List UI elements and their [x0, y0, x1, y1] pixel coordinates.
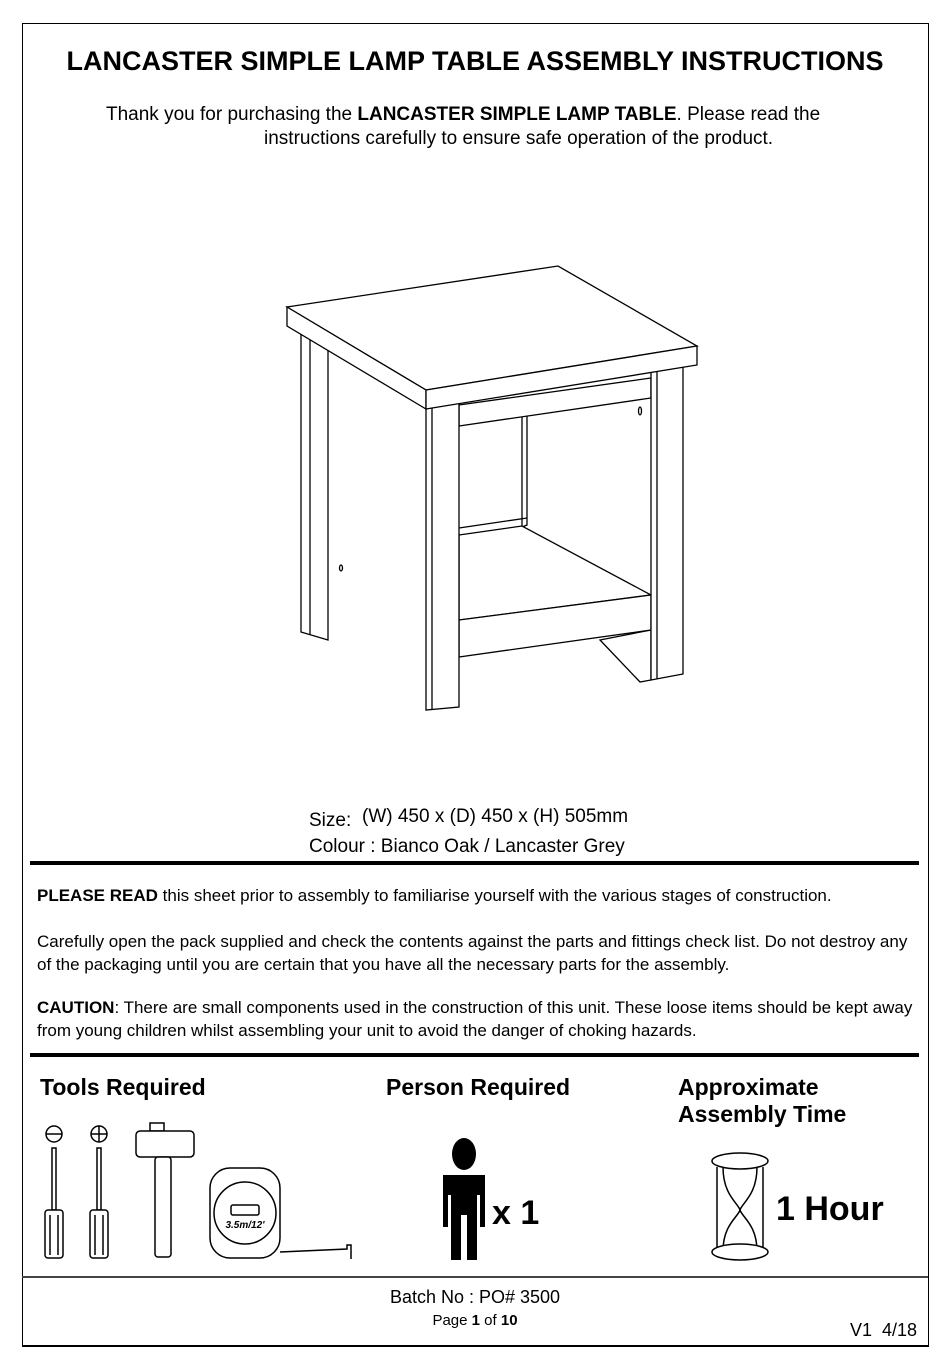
- time-heading-line-2: Assembly Time: [678, 1101, 847, 1127]
- time-heading-line-1: Approximate: [678, 1074, 819, 1100]
- time-value: 1 Hour: [776, 1190, 884, 1228]
- person-icon: [443, 1138, 485, 1260]
- cam-hole: [340, 565, 343, 571]
- intro-suffix: . Please read the: [676, 104, 821, 125]
- divider: [30, 861, 919, 865]
- person-count: x 1: [492, 1194, 540, 1232]
- right-leg: [651, 365, 683, 680]
- footer-divider: [22, 1276, 928, 1278]
- please-read-text: this sheet prior to assembly to familiarise yourself with the various stages of construction.: [157, 886, 832, 905]
- page-of: of: [480, 1312, 501, 1329]
- hourglass-icon: [712, 1153, 768, 1260]
- left-side-panel: [301, 333, 328, 640]
- tools-heading: Tools Required: [40, 1074, 206, 1100]
- front-leg: [426, 395, 459, 710]
- open-pack-note: Carefully open the pack supplied and check the contents against the parts and fittings check list. Do not destroy any of the packaging until you are certain that you have all the necessary parts for the assembly.: [37, 932, 908, 974]
- page-number: [0, 1312, 950, 1329]
- colour: Colour : Bianco Oak / Lancaster Grey: [309, 836, 625, 857]
- hammer-icon: [136, 1123, 194, 1257]
- intro-prefix: Thank you for purchasing the: [106, 104, 358, 125]
- batch-number: Batch No : PO# 3500: [389, 1287, 561, 1307]
- size-value: (W) 450 x (D) 450 x (H) 505mm: [362, 806, 629, 827]
- please-read-bold: PLEASE READ: [37, 886, 158, 905]
- version: V1 4/18: [850, 1320, 918, 1340]
- caution-text: : There are small components used in the construction of this unit. These loose items should be kept away from young children whilst assembling your unit to avoid the danger of choking hazards.: [37, 998, 913, 1040]
- divider: [30, 1053, 919, 1057]
- flathead-screwdriver-icon: [45, 1126, 63, 1258]
- page-total: 10: [500, 1312, 518, 1329]
- caution-note: [37, 996, 917, 1042]
- page-current: 1: [471, 1312, 480, 1329]
- size-label: Size:: [309, 810, 352, 831]
- tape-label: 3.5m/12': [225, 1220, 265, 1231]
- tape-measure-icon: [210, 1168, 351, 1259]
- page-title: LANCASTER SIMPLE LAMP TABLE ASSEMBLY INSTRUCTIONS: [66, 46, 884, 76]
- please-read-note: [37, 884, 917, 907]
- caution-bold: CAUTION: [37, 998, 115, 1017]
- intro-line-2: instructions carefully to ensure safe operation of the product.: [264, 128, 774, 149]
- phillips-screwdriver-icon: [90, 1126, 108, 1258]
- page-prefix: Page: [432, 1312, 472, 1329]
- person-heading: Person Required: [386, 1074, 571, 1100]
- intro-product: LANCASTER SIMPLE LAMP TABLE: [357, 104, 677, 125]
